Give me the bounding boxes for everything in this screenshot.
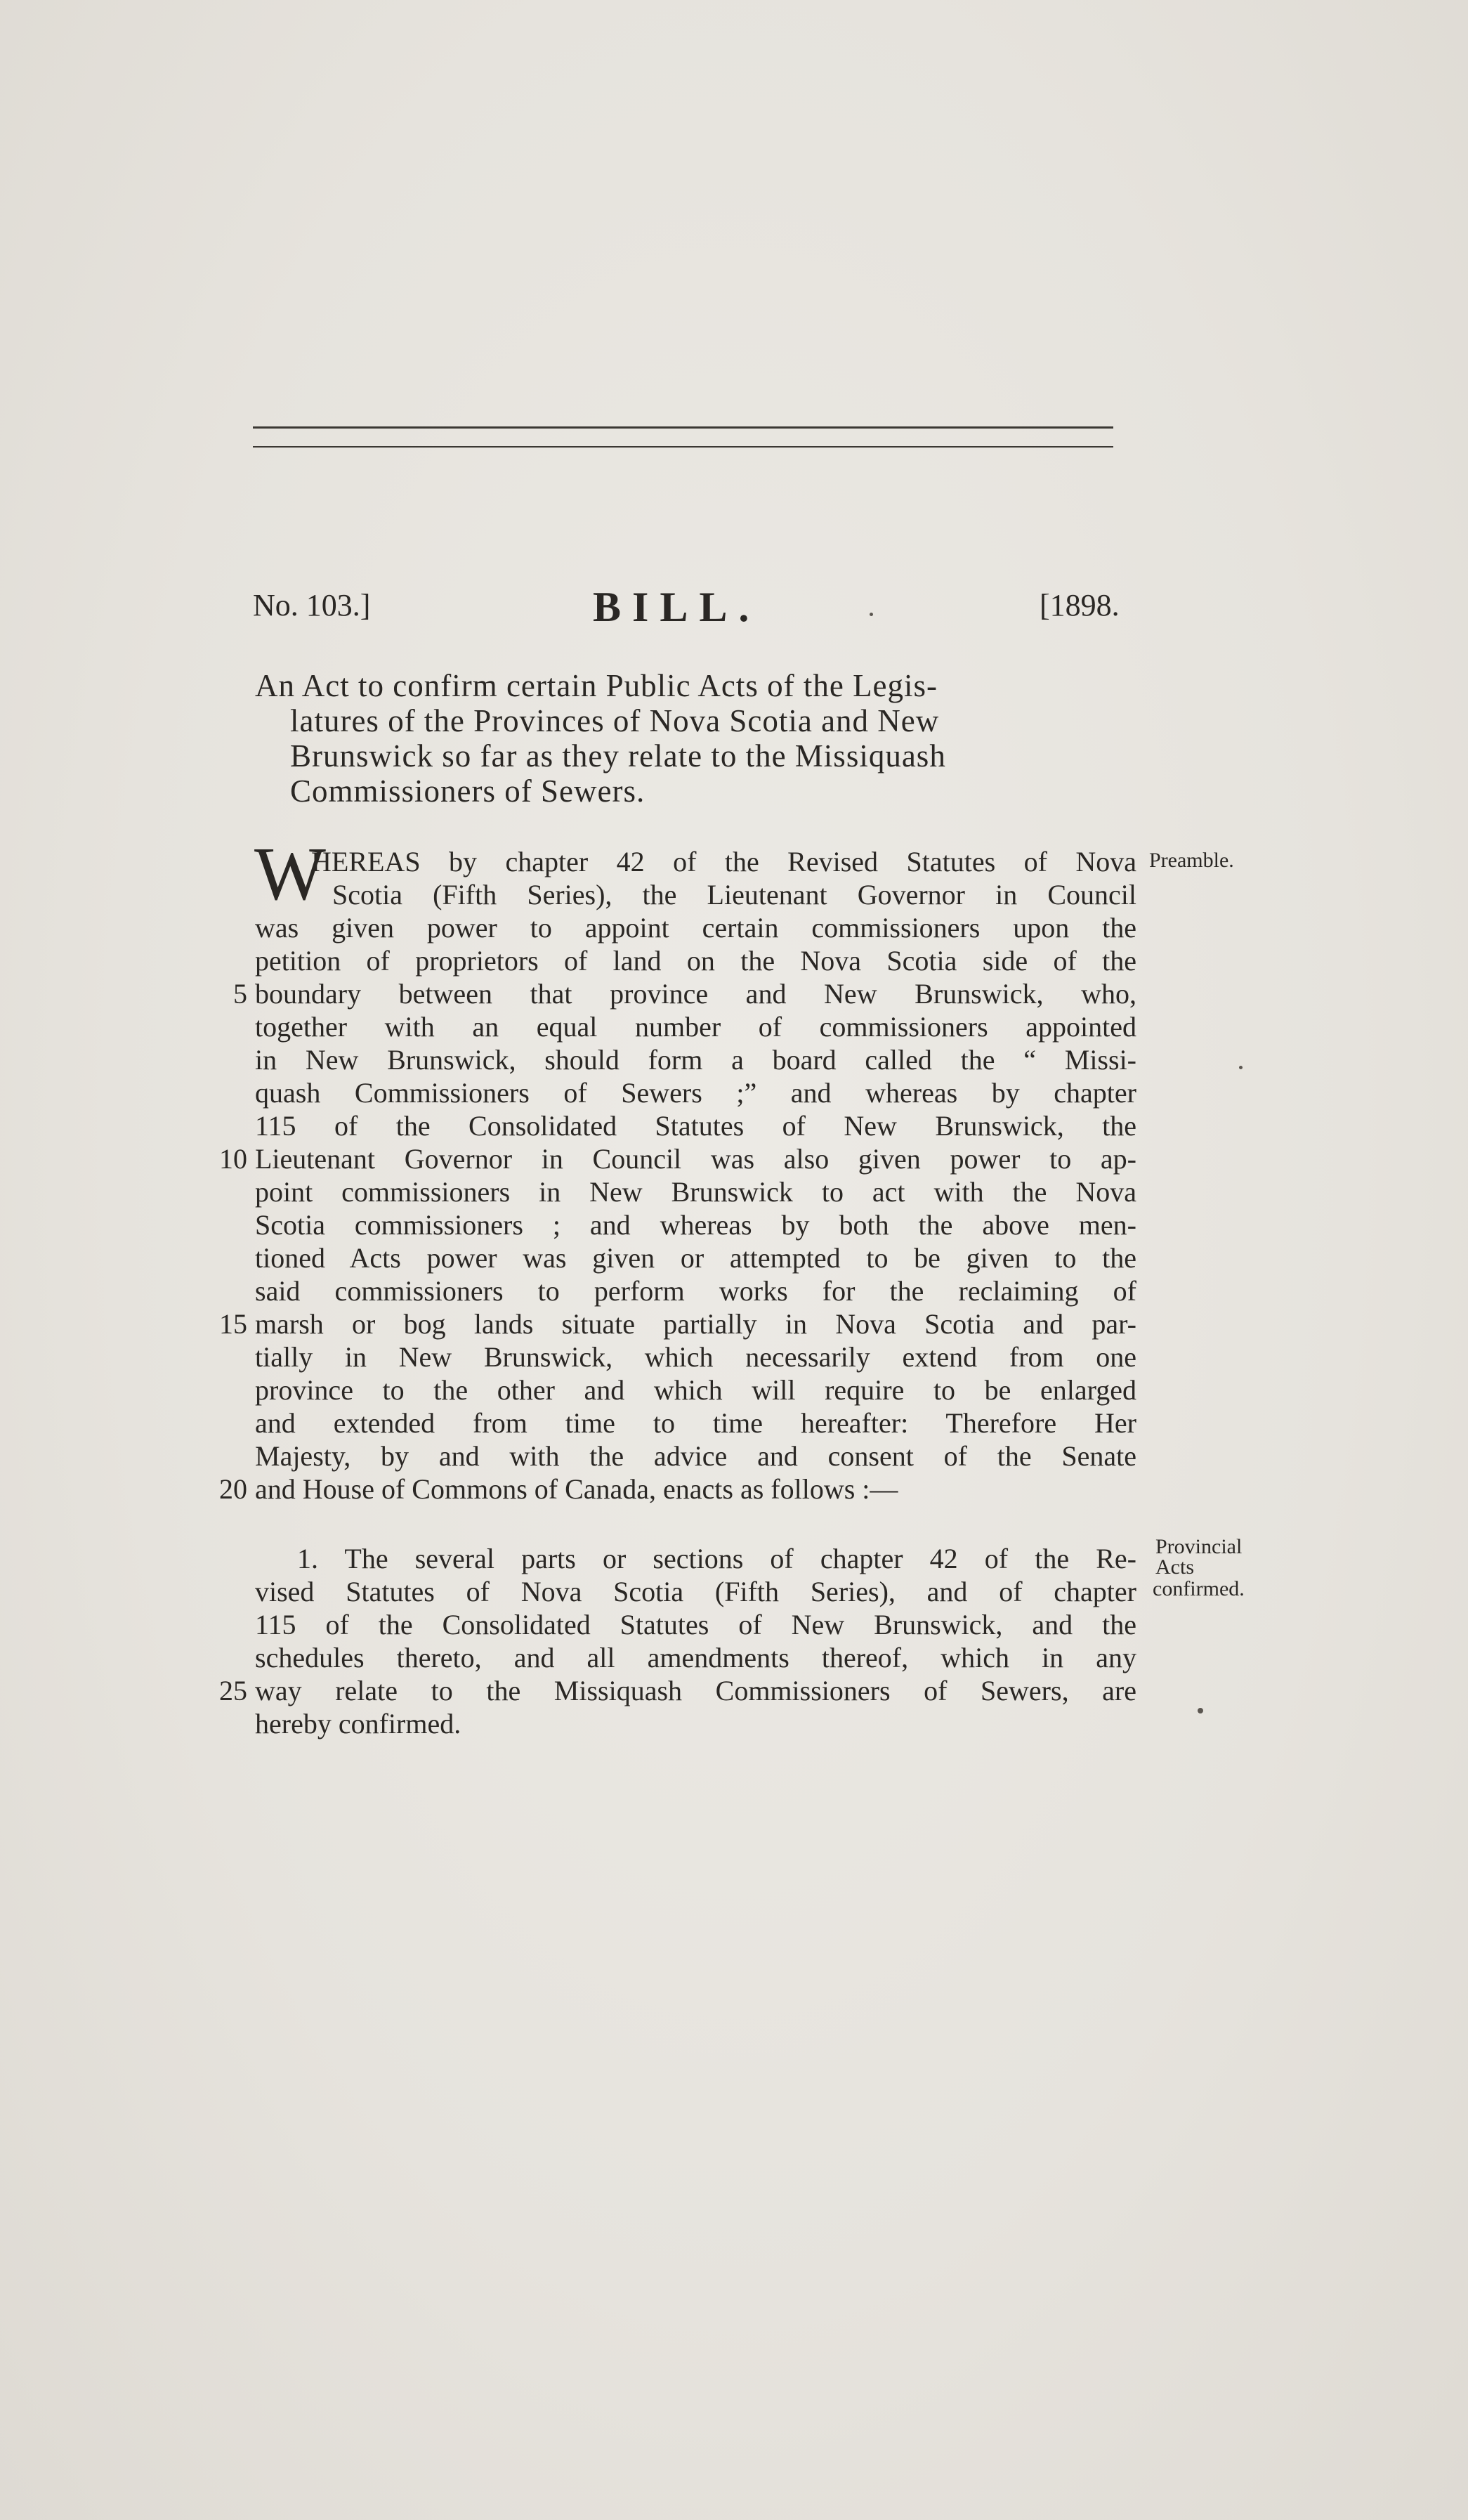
section-line: hereby confirmed. (255, 1708, 461, 1739)
section-line: 115 of the Consolidated Statutes of New Brunswick, and the (255, 1609, 1136, 1640)
preamble-line: marsh or bog lands situate partially in Nova Scotia and par- (255, 1308, 1136, 1340)
section-line: way relate to the Missiquash Commissioners of Sewers, are (255, 1675, 1136, 1706)
preamble-line: province to the other and which will require to be enlarged (255, 1374, 1136, 1406)
preamble-line: Scotia commissioners ; and whereas by both the above men- (255, 1209, 1136, 1241)
line-number-25: 25 (219, 1675, 247, 1706)
preamble-line: said commissioners to perform works for the reclaiming of (255, 1275, 1136, 1307)
preamble-line: Scotia (Fifth Series), the Lieutenant Governor in Council (332, 879, 1136, 910)
preamble-line: and House of Commons of Canada, enacts as follows :— (255, 1473, 898, 1505)
preamble-line: quash Commissioners of Sewers ;” and whereas by chapter (255, 1077, 1136, 1109)
act-title-line: Brunswick so far as they relate to the Missiquash (290, 738, 946, 773)
preamble-line: was given power to appoint certain commissioners upon the (255, 912, 1136, 944)
preamble-line: tioned Acts power was given or attempted to be given to the (255, 1242, 1136, 1274)
preamble-line: boundary between that province and New Brunswick, who, (255, 978, 1136, 1010)
preamble-line: HEREAS by chapter 42 of the Revised Statutes of Nova (311, 846, 1136, 877)
top-rule-thin (253, 446, 1113, 448)
section-line: schedules thereto, and all amendments thereof, which in any (255, 1642, 1136, 1673)
act-title-line: latures of the Provinces of Nova Scotia and New (290, 703, 940, 738)
line-number-5: 5 (233, 978, 247, 1010)
top-rule-thick (253, 426, 1113, 429)
paper-speck (1198, 1708, 1203, 1713)
paper-speck (870, 613, 873, 616)
line-number-15: 15 (219, 1308, 247, 1340)
section-line: 1. The several parts or sections of chapter 42 of the Re- (297, 1543, 1136, 1574)
bill-number: No. 103.] (253, 588, 371, 622)
margin-note-provincial: Provincial (1155, 1535, 1243, 1558)
preamble-line: in New Brunswick, should form a board called the “ Missi- (255, 1044, 1136, 1076)
preamble-dropcap: W (254, 833, 326, 916)
bill-year: [1898. (1040, 588, 1120, 622)
preamble-line: 115 of the Consolidated Statutes of New Brunswick, the (255, 1110, 1136, 1142)
preamble-line: petition of proprietors of land on the Nova Scotia side of the (255, 945, 1136, 977)
act-title-line: An Act to confirm certain Public Acts of the Legis- (255, 668, 938, 703)
line-number-10: 10 (219, 1143, 247, 1175)
bill-heading: BILL. (593, 584, 761, 630)
section-line: vised Statutes of Nova Scotia (Fifth Series), and of chapter (255, 1576, 1136, 1607)
preamble-line: tially in New Brunswick, which necessarily extend from one (255, 1341, 1136, 1373)
preamble-line: and extended from time to time hereafter: Therefore Her (255, 1407, 1136, 1439)
margin-note-acts: Acts (1155, 1555, 1194, 1579)
margin-note-confirmed: confirmed. (1153, 1577, 1245, 1600)
preamble-line: Majesty, by and with the advice and consent of the Senate (255, 1440, 1136, 1472)
preamble-line: together with an equal number of commissioners appointed (255, 1011, 1136, 1043)
preamble-line: Lieutenant Governor in Council was also given power to ap- (255, 1143, 1136, 1175)
paper-speck (1239, 1066, 1243, 1069)
act-title-line: Commissioners of Sewers. (290, 773, 645, 809)
margin-note-preamble: Preamble. (1149, 849, 1234, 872)
preamble-line: point commissioners in New Brunswick to act with the Nova (255, 1176, 1136, 1208)
line-number-20: 20 (219, 1473, 247, 1505)
